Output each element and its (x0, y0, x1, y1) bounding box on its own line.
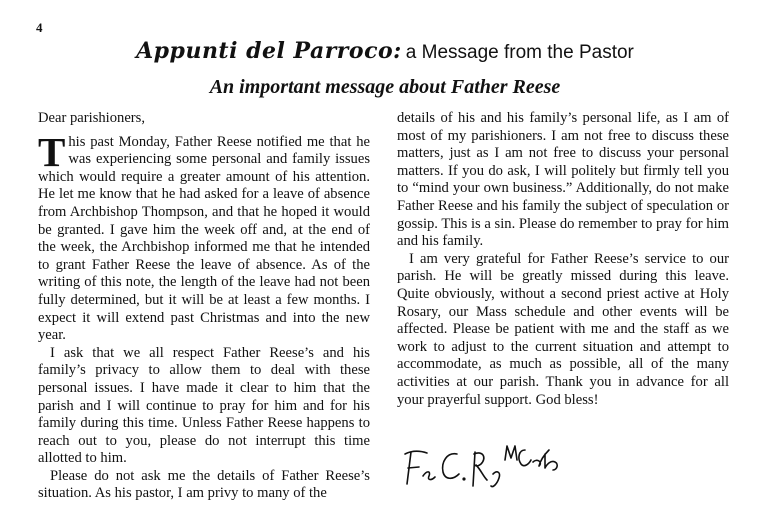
paragraph-2: I ask that we all respect Father Reese’s and his family’s privacy to allow them to deal with these personal issues. I have made it clear to him that the parish and I will continue to pray for him and for his family during this time. Unless Father Reese happens to reach out to you, please do not interrupt this time allotted to him. (38, 344, 370, 467)
signature (397, 440, 567, 495)
page-number: 4 (36, 20, 43, 35)
paragraph-4: I am very grateful for Father Reese’s service to our parish. He will be greatly missed during this leave. Quite obviously, without a second priest active at Holy Rosary, our Mass schedule and other events will be affected. Please be patient with me and the staff as we work to adjust to the current situation and attempt to accommodate, as much as possible, all of the many activities at our parish. Thank you in advance for all your prayerful support. God bless! (397, 250, 729, 408)
article-subtitle: An important message about Father Reese (209, 76, 561, 98)
right-column (397, 110, 729, 409)
paragraph-1-text: his past Monday, Father Reese notified me that he was experiencing some personal and family issues which would require a greater amount of his attention. He let me know that he had asked for a leave of absence from Archbishop Thompson, and that he hoped it would be granted. I gave him the week off and, at the end of the week, the Archbishop informed me that he intended to grant Father Reese the leave of absence. As of the writing of this note, the length of the leave had not been fully determined, but it will be at least a few months. I expect it will extend past Christmas and into the new year. (38, 133, 370, 344)
paragraph-1 (38, 128, 370, 345)
title-script: Appunti del Parroco: (136, 38, 402, 64)
paragraph-3-start: Please do not ask me the details of Father Reese’s situation. As his pastor, I am privy to many of the (38, 467, 370, 502)
salutation: Dear parishioners, (38, 110, 145, 126)
drop-cap: T (38, 128, 66, 175)
left-column (38, 110, 370, 503)
paragraph-3-continued: details of his and his family’s personal life, as I am of most of my parishioners. I am not free to discuss these matters, just as I am not free to discuss your personal matters. If you do ask, I will politely but firmly tell you to “mind your own business.” Additionally, do not make Father Reese and his family the subject of speculation or gossip. This is a sin. Please do remember to pray for him and his family. (397, 110, 729, 250)
title-rest: a Message from the Pastor (405, 42, 634, 63)
page-title (0, 38, 770, 64)
